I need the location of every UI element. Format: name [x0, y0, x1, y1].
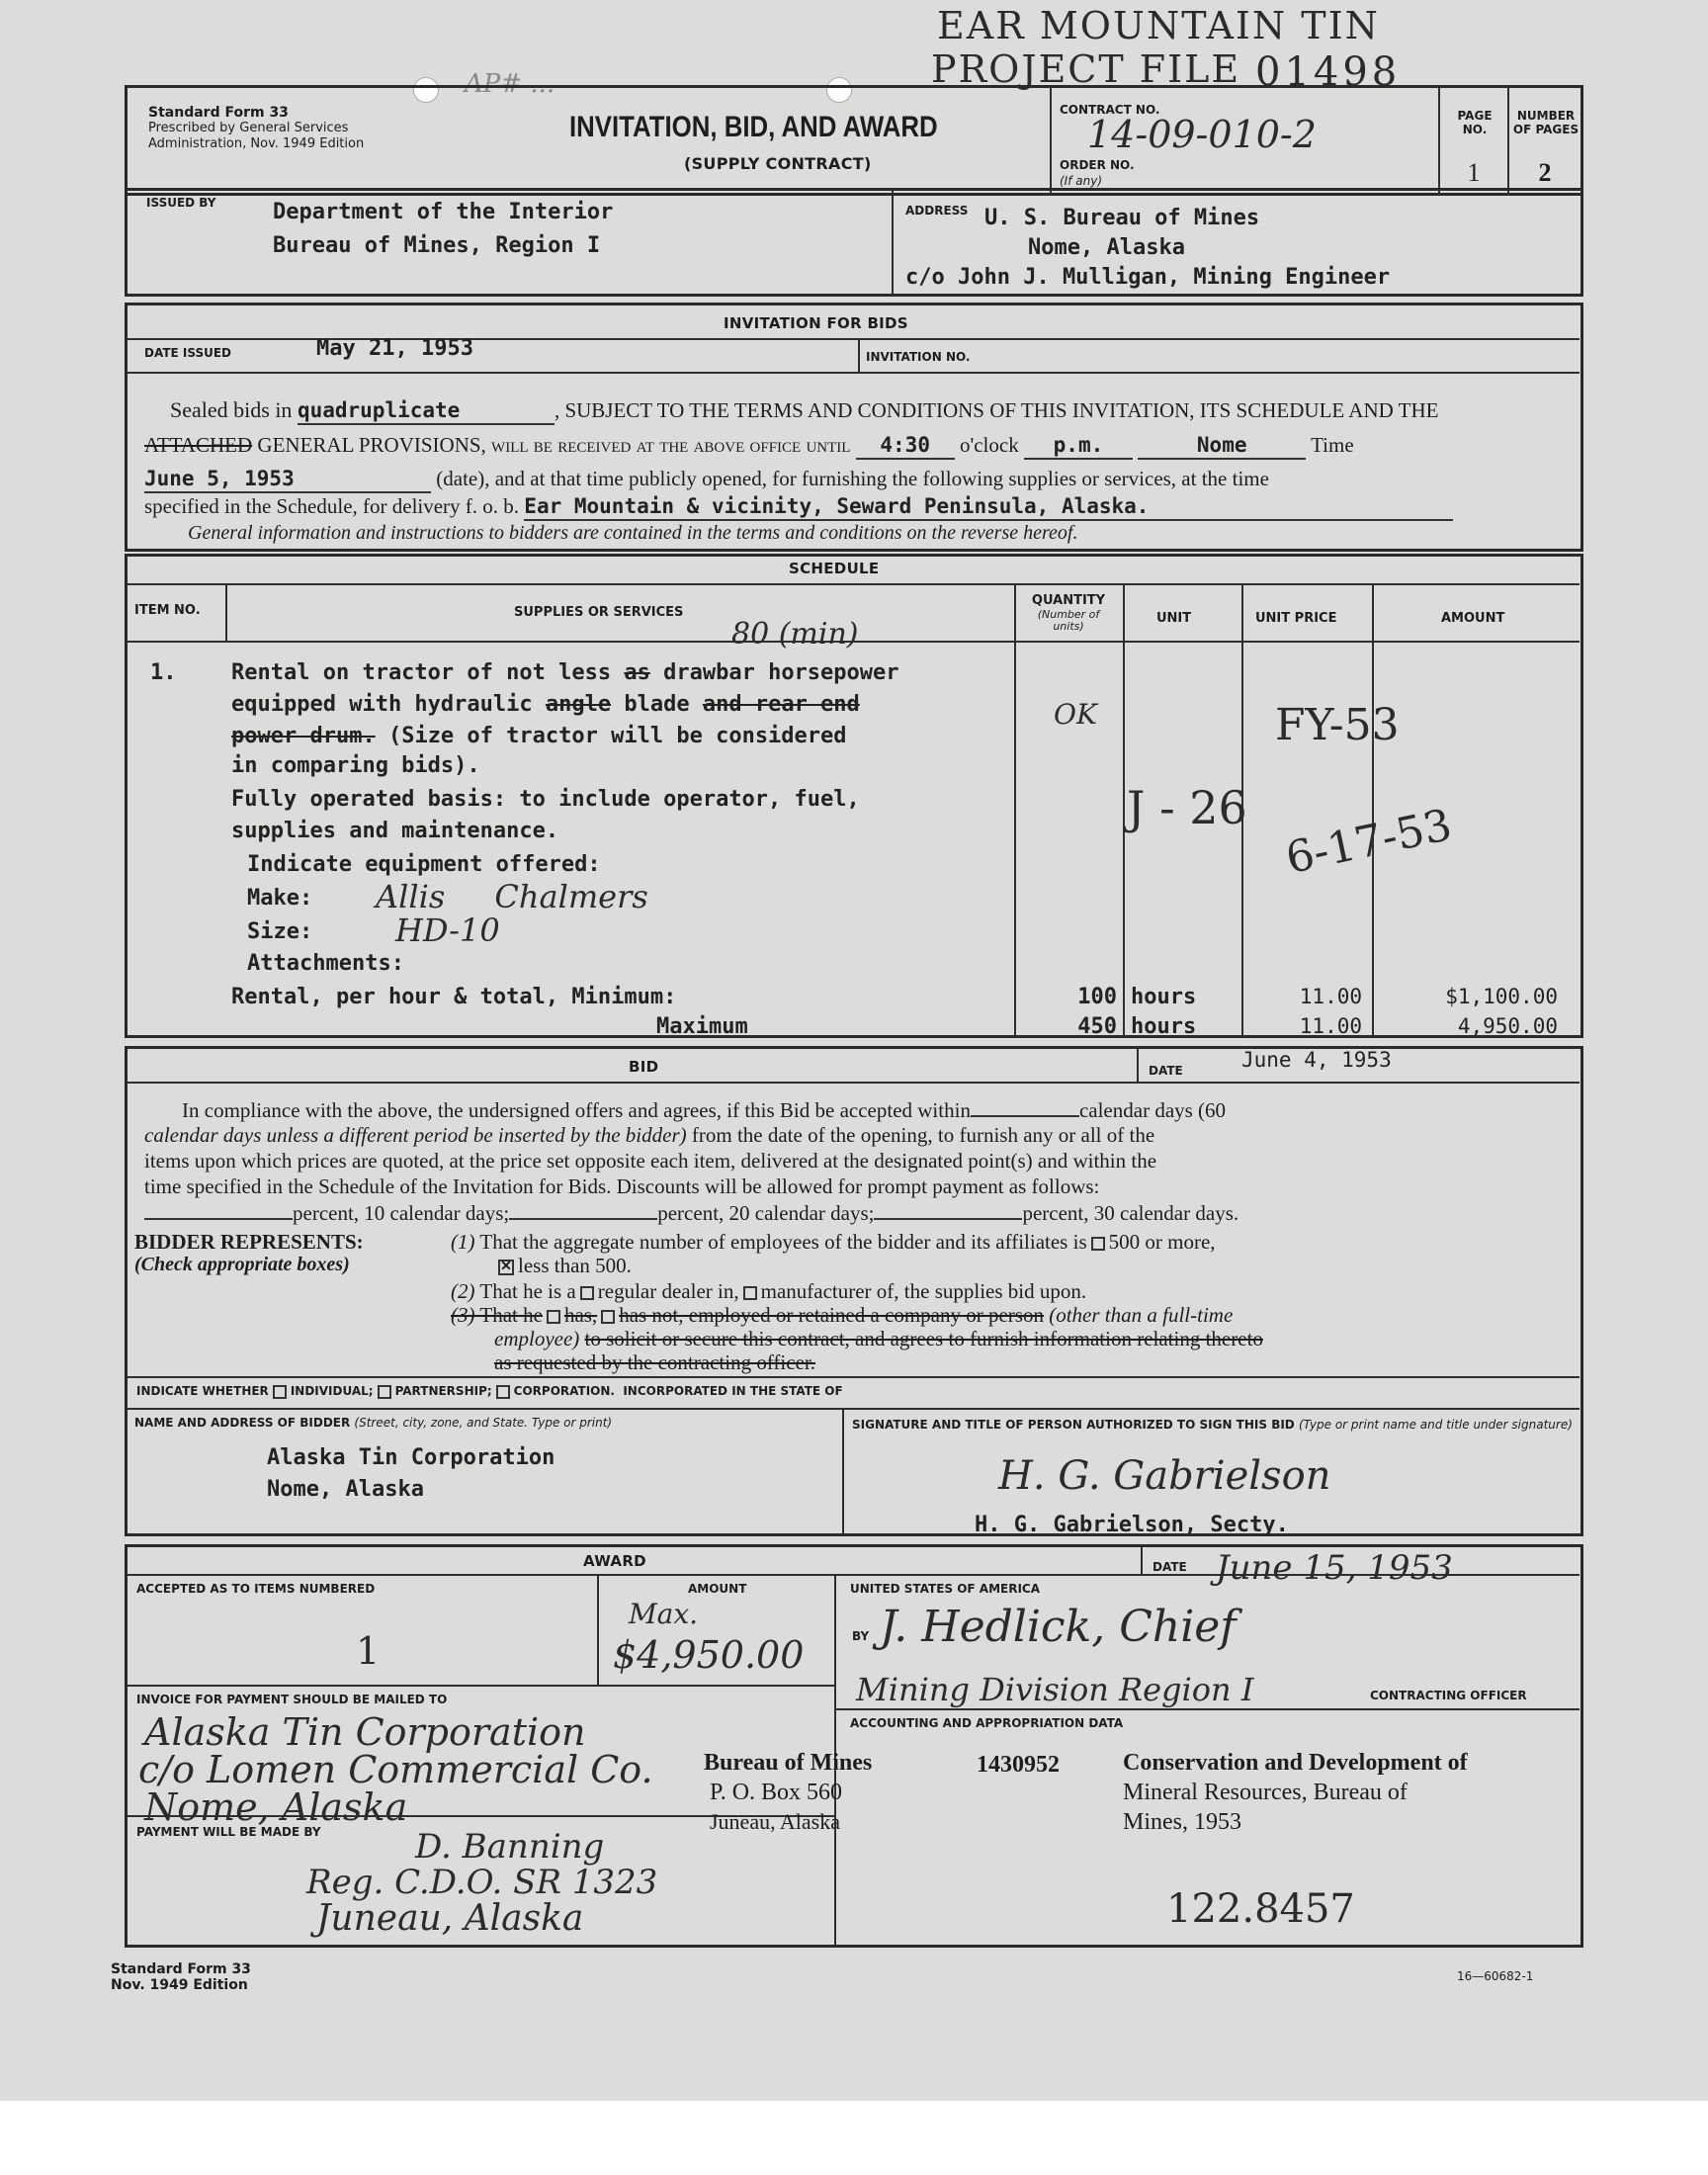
issued-by-line2: Bureau of Mines, Region I [273, 233, 601, 258]
row2-unit-price: 11.00 [1299, 1014, 1362, 1038]
rep1-less-500-checkbox[interactable]: ✕ [498, 1260, 514, 1275]
make-value: Allis Chalmers [376, 878, 648, 915]
footer-form-line2: Nov. 1949 Edition [111, 1977, 248, 1993]
form-subtitle: (SUPPLY CONTRACT) [684, 154, 872, 173]
indicate-whether-row: INDICATE WHETHER INDIVIDUAL; PARTNERSHIP; CORPORATION. INCORPORATED IN THE STATE OF [136, 1384, 843, 1398]
page-no-value: 1 [1467, 158, 1481, 187]
payment-hw-line3: Juneau, Alaska [316, 1898, 584, 1939]
by-label: BY [852, 1629, 870, 1643]
bid-para-line2: calendar days unless a different period be inserted by the bidder) from the date of the opening, to furnish any or all of the [144, 1123, 1155, 1147]
issued-by-line1: Department of the Interior [273, 200, 614, 224]
represents-label: BIDDER REPRESENTS: [134, 1230, 364, 1254]
invitation-line4: specified in the Schedule, for delivery f. o. b. Ear Mountain & vicinity, Seward Peninsula, Alaska. [144, 494, 1453, 521]
address-label: ADDRESS [905, 204, 969, 218]
row1-unit-price: 11.00 [1299, 985, 1362, 1008]
bureau-line1: Bureau of Mines [704, 1750, 873, 1776]
rep1-500-more-checkbox[interactable] [1091, 1237, 1105, 1251]
page-no-label: PAGE NO. [1457, 109, 1493, 136]
address-line3: c/o John J. Mulligan, Mining Engineer [905, 265, 1391, 290]
file-number: 01498 [1255, 49, 1402, 95]
order-no-sub: (If any) [1060, 174, 1103, 188]
contracting-officer-title-handwritten: Mining Division Region I [856, 1671, 1254, 1708]
individual-checkbox[interactable] [273, 1385, 287, 1399]
contracting-officer-label: CONTRACTING OFFICER [1370, 1689, 1527, 1702]
margin-note-j26: J - 26 [1127, 781, 1247, 834]
invitation-no-label: INVITATION NO. [866, 350, 971, 364]
num-pages-value: 2 [1538, 158, 1552, 187]
schedule-line1: Rental on tractor of not less as drawbar horsepower [231, 660, 899, 685]
row1-qty: 100 [1077, 985, 1117, 1009]
bid-date-value: June 4, 1953 [1241, 1048, 1392, 1072]
attachments-label: Attachments: [247, 951, 404, 976]
corporation-checkbox[interactable] [496, 1385, 510, 1399]
contract-no-value: 14-09-010-2 [1087, 113, 1317, 156]
approp-code: 1430952 [977, 1752, 1060, 1778]
schedule-line4: in comparing bids). [231, 753, 480, 778]
regular-dealer-checkbox[interactable] [580, 1286, 594, 1300]
schedule-line3: power drum. (Size of tractor will be considered [231, 724, 847, 748]
approp-line1: Conservation and Development of [1123, 1750, 1468, 1776]
bureau-line3: Juneau, Alaska [710, 1809, 840, 1834]
invoice-mail-label: INVOICE FOR PAYMENT SHOULD BE MAILED TO [136, 1693, 448, 1706]
bid-para-line4: time specified in the Schedule of the Invitation for Bids. Discounts will be allowed for prompt payment as follows: [144, 1174, 1100, 1198]
order-no-label: ORDER NO. [1060, 158, 1135, 172]
form-id-line1: Standard Form 33 [148, 105, 289, 121]
col-quantity: QUANTITY [1031, 593, 1106, 608]
col-supplies: SUPPLIES OR SERVICES [514, 605, 684, 620]
col-quantity-sub: (Number of units) [1037, 608, 1100, 633]
size-label: Size: [247, 919, 313, 944]
bid-date-label: DATE [1149, 1064, 1183, 1078]
invitation-line2: ATTACHED GENERAL PROVISIONS, will be received at the above office until 4:30 o'clock p.m. Nome Time [144, 433, 1354, 460]
award-max-note: Max. [629, 1598, 699, 1630]
col-unit: UNIT [1156, 611, 1192, 626]
invitation-section-title: INVITATION FOR BIDS [724, 314, 908, 332]
bid-para-line3: items upon which prices are quoted, at the price set opposite each item, delivered at the designated point(s) and within the [144, 1149, 1157, 1173]
margin-note-fy53: FY-53 [1275, 700, 1400, 750]
row1-amount: $1,100.00 [1445, 985, 1558, 1008]
item-number: 1. [150, 660, 177, 685]
rental-line: Rental, per hour & total, Minimum: [231, 985, 677, 1009]
bid-para-line1: In compliance with the above, the undersigned offers and agrees, if this Bid be accepted within calendar days (60 [182, 1098, 1227, 1122]
schedule-line5: Fully operated basis: to include operator, fuel, [231, 787, 860, 812]
row2-amount: 4,950.00 [1457, 1014, 1558, 1038]
form-id-line2: Prescribed by General Services [148, 121, 349, 135]
payment-hw-line2: Reg. C.D.O. SR 1323 [306, 1863, 658, 1902]
issued-by-label: ISSUED BY [146, 196, 216, 210]
bottom-handwritten-number: 122.8457 [1166, 1886, 1355, 1932]
bidder-line1: Alaska Tin Corporation [267, 1445, 555, 1470]
date-issued-value: May 21, 1953 [316, 336, 473, 361]
handwritten-80-min: 80 (min) [731, 617, 859, 652]
invitation-line3: June 5, 1953 (date), and at that time publicly opened, for furnishing the following supplies or services, at the time [144, 467, 1269, 493]
address-line2: Nome, Alaska [1028, 235, 1185, 260]
contract-no-label: CONTRACT NO. [1060, 103, 1160, 117]
award-date-value: June 15, 1953 [1216, 1548, 1453, 1588]
col-amount: AMOUNT [1441, 611, 1505, 626]
margin-note-date: 6-17-53 [1281, 799, 1457, 885]
usa-label: UNITED STATES OF AMERICA [850, 1582, 1041, 1596]
rep3-has-checkbox[interactable] [547, 1310, 560, 1324]
margin-note-ok: OK [1054, 698, 1097, 731]
bidder-signature: H. G. Gabrielson [998, 1453, 1331, 1499]
accounting-label: ACCOUNTING AND APPROPRIATION DATA [850, 1716, 1124, 1730]
form-id-line3: Administration, Nov. 1949 Edition [148, 136, 365, 151]
bidder-line2: Nome, Alaska [267, 1477, 424, 1502]
check-note: (Check appropriate boxes) [134, 1254, 350, 1275]
schedule-line7: Indicate equipment offered: [247, 852, 601, 877]
col-item-no: ITEM NO. [134, 603, 201, 618]
hole-scribble: AP# ... [465, 69, 555, 99]
make-label: Make: [247, 886, 313, 911]
num-pages-label: NUMBER OF PAGES [1512, 109, 1580, 136]
general-info: General information and instructions to bidders are contained in the terms and conditions on the reverse hereof. [188, 522, 1078, 544]
rep3-line: (3) That he has, has not, employed or retained a company or person (other than a full-time [451, 1303, 1234, 1327]
award-amount-label: AMOUNT [688, 1582, 747, 1596]
signer-typed-name: H. G. Gabrielson, Secty. [975, 1513, 1289, 1537]
bureau-line2: P. O. Box 560 [710, 1780, 843, 1805]
date-issued-label: DATE ISSUED [144, 346, 231, 360]
size-value: HD-10 [395, 912, 500, 949]
award-amount-value: $4,950.00 [613, 1633, 805, 1677]
row2-unit: hours [1131, 1014, 1197, 1039]
contracting-officer-signature: J. Hedlick, Chief [880, 1602, 1237, 1652]
bidder-name-label: NAME AND ADDRESS OF BIDDER (Street, city, zone, and State. Type or print) [134, 1416, 613, 1430]
signature-label: SIGNATURE AND TITLE OF PERSON AUTHORIZED TO SIGN THIS BID (Type or print name and title under signature) [852, 1418, 1573, 1432]
payment-hw-line1: D. Banning [415, 1827, 605, 1867]
accepted-items-label: ACCEPTED AS TO ITEMS NUMBERED [136, 1582, 376, 1596]
partnership-checkbox[interactable] [378, 1385, 391, 1399]
award-date-label: DATE [1153, 1560, 1187, 1574]
rep3-line2: employee) to solicit or secure this contract, and agrees to furnish information relating thereto [494, 1327, 1263, 1350]
col-unit-price: UNIT PRICE [1255, 611, 1337, 626]
payment-made-by-label: PAYMENT WILL BE MADE BY [136, 1825, 321, 1839]
rep3-has-not-checkbox[interactable] [601, 1310, 615, 1324]
footer-print-code: 16—60682-1 [1457, 1969, 1534, 1983]
address-line1: U. S. Bureau of Mines [984, 206, 1260, 230]
approp-line2: Mineral Resources, Bureau of [1123, 1780, 1408, 1805]
invoice-line3: Nome, Alaska [144, 1785, 408, 1829]
manufacturer-checkbox[interactable] [743, 1286, 757, 1300]
bid-section-title: BID [629, 1058, 659, 1076]
schedule-line2: equipped with hydraulic angle blade and rear end [231, 692, 860, 717]
discount-line: percent, 10 calendar days; percent, 20 calendar days; percent, 30 calendar days. [144, 1200, 1238, 1226]
copies-value: quadruplicate [297, 398, 461, 422]
maximum-label: Maximum [656, 1014, 748, 1039]
row1-unit: hours [1131, 985, 1197, 1009]
handwritten-project-title: EAR MOUNTAIN TIN [937, 4, 1380, 47]
rep2-line: (2) That he is a regular dealer in, manufacturer of, the supplies bid upon. [451, 1279, 1087, 1303]
invoice-line2: c/o Lomen Commercial Co. [138, 1748, 653, 1791]
schedule-line6: supplies and maintenance. [231, 819, 559, 843]
invoice-line1: Alaska Tin Corporation [144, 1710, 586, 1754]
handwritten-project-file: PROJECT FILE [931, 47, 1241, 91]
rep3-line3: as requested by the contracting officer. [494, 1350, 815, 1374]
form-title: INVITATION, BID, AND AWARD [569, 111, 938, 143]
footer-form-line1: Standard Form 33 [111, 1961, 251, 1977]
row2-qty: 450 [1077, 1014, 1117, 1039]
rep1-line2: ✕ less than 500. [494, 1254, 632, 1278]
approp-line3: Mines, 1953 [1123, 1809, 1241, 1835]
rep1-line: (1) That the aggregate number of employees of the bidder and its affiliates is 500 or more, [451, 1230, 1216, 1254]
accepted-item-value: 1 [356, 1629, 381, 1673]
invitation-line1: Sealed bids in quadruplicate , SUBJECT TO THE TERMS AND CONDITIONS OF THIS INVITATION, ITS SCHEDULE AND THE [170, 397, 1439, 425]
schedule-section-title: SCHEDULE [789, 560, 880, 577]
award-section-title: AWARD [583, 1552, 646, 1570]
